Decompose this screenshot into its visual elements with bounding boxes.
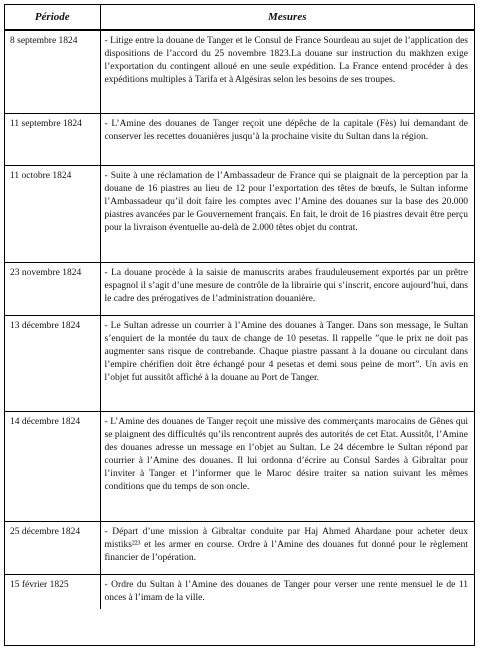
- row-date: 15 février 1825: [5, 574, 100, 609]
- measures-header: Mesures: [100, 5, 474, 30]
- table-row: [5, 521, 474, 574]
- row-date: 13 décembre 1824: [5, 315, 100, 411]
- row-measure: - Ordre du Sultan à l’Amine des douanes de Tanger pour verser une rente mensuel le de 11 onces à l’imam de la ville.: [100, 574, 474, 609]
- table-row: [5, 411, 474, 521]
- measures-table: [5, 5, 474, 609]
- row-measure: - Départ d’une mission à Gibraltar conduite par Haj Ahmed Ahardane pour acheter deux mistiks²²³ et les armer en course. Ordre à l’Amine des douanes fut donné pour le règlement financier de l’opération.: [100, 521, 474, 574]
- row-date: 11 octobre 1824: [5, 165, 100, 262]
- table-row: [5, 30, 474, 113]
- table-row: [5, 113, 474, 165]
- row-measure: - L’Amine des douanes de Tanger reçoit une missive des commerçants marocains de Gênes qui se plaignent des difficultés qu’ils rencontrent auprès des autorités de cet Etat. Aussitôt, l’Amine des douanes adresse un message en l’objet au Sultan. Le 24 décembre le Sultan répond par courrier à l’Amine des douanes. Il lui ordonna d’écrire au Consul Sardes à Gibraltar pour l’inviter à Tanger et l’informer que le Maroc désire traiter sa nation suivant les mêmes conditions que du temps de son oncle.: [100, 411, 474, 521]
- row-date: 14 décembre 1824: [5, 411, 100, 521]
- row-measure: - Litige entre la douane de Tanger et le Consul de France Sourdeau au sujet de l’application des dispositions de l’accord du 25 novembre 1823.La douane sur instruction du makhzen exige l’exportation du contingent alloué en une seule expédition. La France entend procéder à des expéditions multiples à Tarifa et à Algésiras selon les besoins de ses troupes.: [104, 36, 468, 85]
- table-row: [5, 574, 474, 609]
- row-measure: - Suite à une réclamation de l’Ambassadeur de France qui se plaignait de la perception par la douane de 16 piastres au lieu de 12 pour l’exportation des têtes de bœufs, le Sultan informe l’Ambassadeur qu’il doit faire les comptes avec l’Amine des douanes sur la base des 20.000 piastres avancées par le Gouvernement français. En fait, le droit de 16 piastres devait être perçu pour la livraison éventuelle au-delà de 2.000 têtes objet du contrat.: [100, 165, 474, 262]
- document-page: [4, 4, 475, 646]
- table-row: [5, 165, 474, 262]
- row-measure: - La douane procède à la saisie de manuscrits arabes frauduleusement exportés par un prêtre espagnol il s’agit d’une mesure de contrôle de la librairie qui s’inscrit, encore aujourd’hui, dans le cadre des prérogatives de l’administration douanière.: [100, 262, 474, 315]
- row-date: 8 septembre 1824: [5, 30, 100, 113]
- table-row: [5, 262, 474, 315]
- period-header: Période: [5, 5, 100, 30]
- table-header-row: [5, 5, 474, 30]
- row-date: 25 décembre 1824: [5, 521, 100, 574]
- row-date: 23 novembre 1824: [5, 262, 100, 315]
- row-measure: - L’Amine des douanes de Tanger reçoit une dépêche de la capitale (Fès) lui demandant de conserver les recettes douanières jusqu’à la prochaine visite du Sultan dans la région.: [100, 113, 474, 165]
- table-row: [5, 315, 474, 411]
- row-measure: - Le Sultan adresse un courrier à l’Amine des douanes à Tanger. Dans son message, le Sultan s’enquiert de la montée du taux de change de 10 pesetas. Il rappelle ”que le prix ne doit pas augmenter sans risque de contrebande. Chaque piastre passant à la douane ou circulant dans l’empire chérifien doit être échangé pour 4 pesetas et demi sous peine de mort”. Un avis en l’objet fut aussitôt affiché à la douane au Port de Tanger.: [100, 315, 474, 411]
- row-date: 11 septembre 1824: [5, 113, 100, 165]
